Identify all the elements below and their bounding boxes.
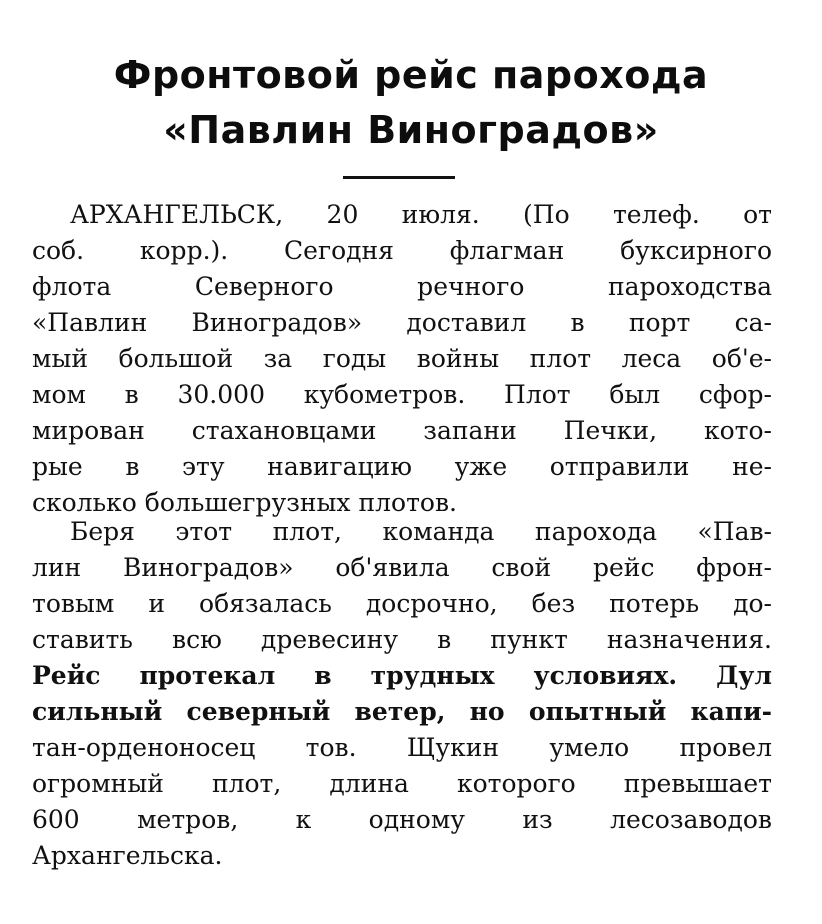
body-line: АРХАНГЕЛЬСК, 20 июля. (По телеф. от bbox=[70, 200, 772, 229]
body-line: «Павлин Виноградов» доставил в порт са- bbox=[32, 308, 772, 337]
body-line: тан-орденоносец тов. Щукин умело провел bbox=[32, 733, 772, 762]
body-line: ставить всю древесину в пункт назначения. bbox=[32, 625, 772, 654]
body-line: Беря этот плот, команда парохода «Пав- bbox=[70, 517, 772, 546]
body-line: сильный северный ветер, но опытный капи- bbox=[32, 697, 772, 726]
headline-line-2: «Павлин Виноградов» bbox=[163, 108, 659, 152]
body-line: мый большой за годы войны плот леса об'е- bbox=[32, 344, 772, 373]
body-line: Архангельска. bbox=[32, 841, 223, 870]
body-line: товым и обязалась досрочно, без потерь до- bbox=[32, 589, 772, 618]
body-line: лин Виноградов» об'явила свой рейс фрон- bbox=[32, 553, 772, 582]
headline-divider bbox=[343, 176, 455, 179]
body-line: мирован стахановцами запани Печки, кото- bbox=[32, 416, 772, 445]
body-line: 600 метров, к одному из лесозаводов bbox=[32, 805, 772, 834]
body-line: сколько большегрузных плотов. bbox=[32, 488, 457, 517]
body-line: огромный плот, длина которого превышает bbox=[32, 769, 772, 798]
headline-line-1: Фронтовой рейс парохода bbox=[113, 53, 709, 97]
body-line: рые в эту навигацию уже отправили не- bbox=[32, 452, 772, 481]
body-line: мом в 30.000 кубометров. Плот был сфор- bbox=[32, 380, 772, 409]
body-line: флота Северного речного пароходства bbox=[32, 272, 772, 301]
body-line: соб. корр.). Сегодня флагман буксирного bbox=[32, 236, 772, 265]
body-line: Рейс протекал в трудных условиях. Дул bbox=[32, 661, 772, 690]
